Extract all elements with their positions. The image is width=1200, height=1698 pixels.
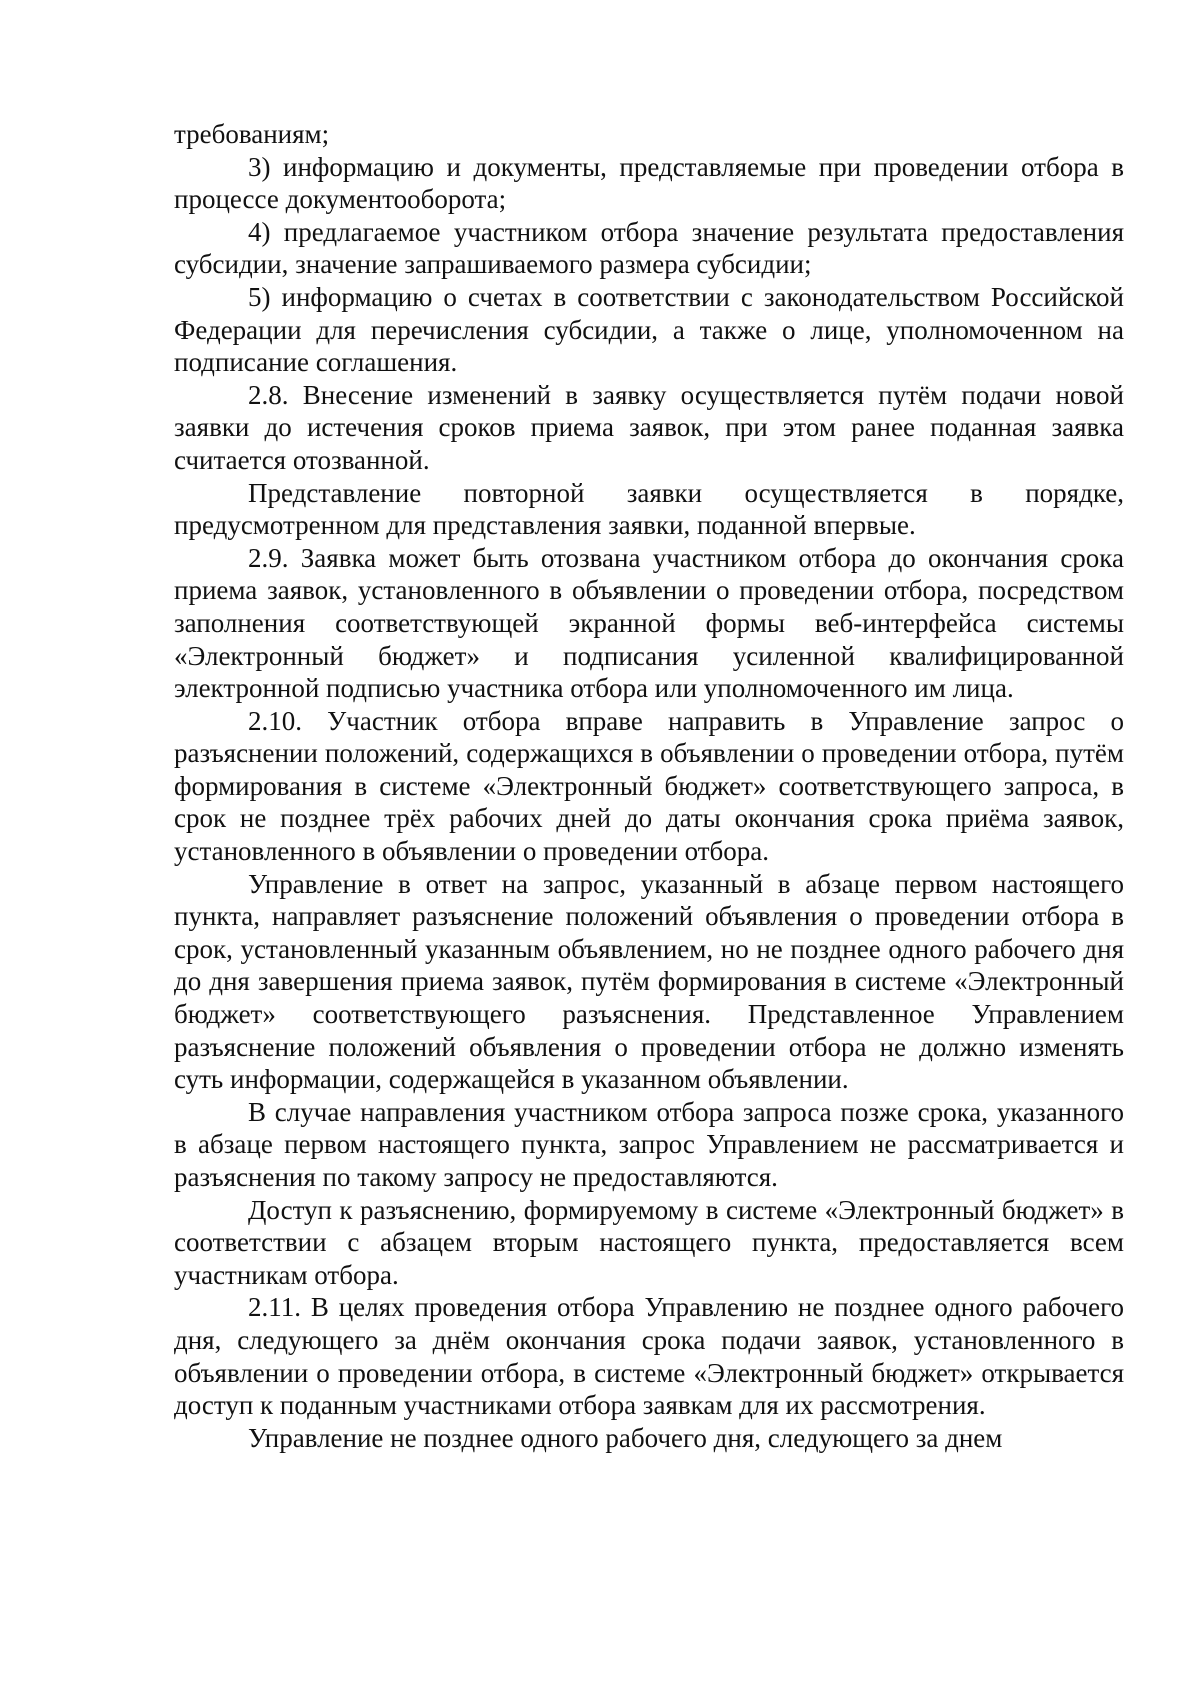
paragraph-4: 5) информацию о счетах в соответствии с законодательством Российской Федерации для перечисления субсидии, а также о лице, уполномоченном на подписание соглашения. — [174, 281, 1124, 378]
paragraph-12: 2.11. В целях проведения отбора Управлению не позднее одного рабочего дня, следующего за днём окончания срока подачи заявок, установленного в объявлении о проведении отбора, в системе «Электронный бюджет» открывается доступ к поданным участниками отбора заявкам для их рассмотрения. — [174, 1292, 1124, 1421]
paragraph-1: требованиям; — [174, 119, 330, 149]
document-body — [174, 118, 1124, 1454]
paragraph-8: 2.10. Участник отбора вправе направить в Управление запрос о разъяснении положений, содержащихся в объявлении о проведении отбора, путём формирования в системе «Электронный бюджет» соответствующего запроса, в срок не позднее трёх рабочих дней до даты окончания срока приёма заявок, установленного в объявлении о проведении отбора. — [174, 705, 1124, 867]
paragraph-9: Управление в ответ на запрос, указанный в абзаце первом настоящего пункта, направляет разъяснение положений объявления о проведении отбора в срок, установленный указанным объявлением, но не позднее одного рабочего дня до дня завершения приема заявок, путём формирования в системе «Электронный бюджет» соответствующего разъяснения. Представленное Управлением разъяснение положений объявления о проведении отбора не должно изменять суть информации, содержащейся в указанном объявлении. — [174, 868, 1124, 1095]
paragraph-6: Представление повторной заявки осуществляется в порядке, предусмотренном для представления заявки, поданной впервые. — [174, 477, 1124, 541]
paragraph-7: 2.9. Заявка может быть отозвана участником отбора до окончания срока приема заявок, установленного в объявлении о проведении отбора, посредством заполнения соответствующей экранной формы веб-интерфейса системы «Электронный бюджет» и подписания усиленной квалифицированной электронной подписью участника отбора или уполномоченного им лица. — [174, 542, 1124, 704]
paragraph-11: Доступ к разъяснению, формируемому в системе «Электронный бюджет» в соответствии с абзацем вторым настоящего пункта, предоставляется всем участникам отбора. — [174, 1194, 1124, 1290]
paragraph-5: 2.8. Внесение изменений в заявку осуществляется путём подачи новой заявки до истечения сроков приема заявок, при этом ранее поданная заявка считается отозванной. — [174, 379, 1124, 475]
paragraph-10: В случае направления участником отбора запроса позже срока, указанного в абзаце первом настоящего пункта, запрос Управлением не рассматривается и разъяснения по такому запросу не предоставляются. — [174, 1096, 1124, 1192]
paragraph-3: 4) предлагаемое участником отбора значение результата предоставления субсидии, значение запрашиваемого размера субсидии; — [174, 216, 1124, 280]
paragraph-2: 3) информацию и документы, представляемые при проведении отбора в процессе документооборота; — [174, 151, 1124, 215]
paragraph-13: Управление не позднее одного рабочего дня, следующего за днем — [248, 1422, 1003, 1453]
